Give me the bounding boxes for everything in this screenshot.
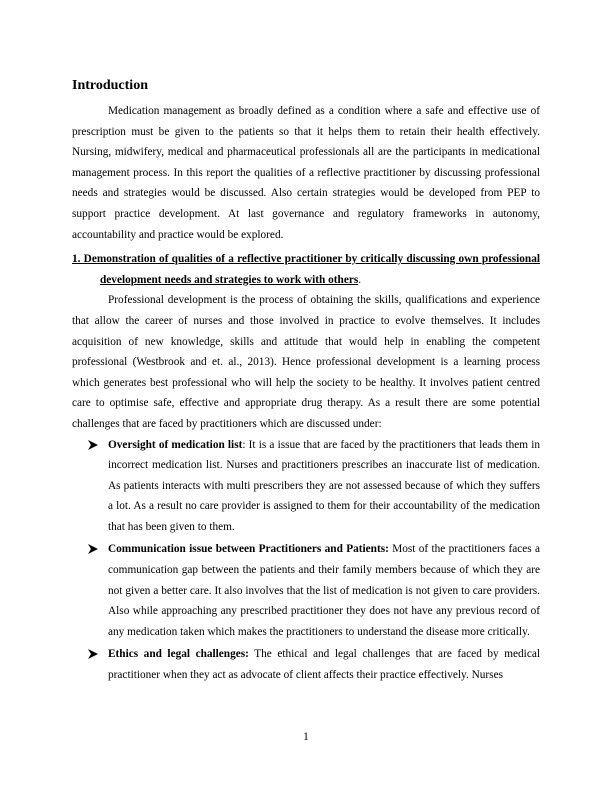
bullet-text: The ethical and legal challenges that are faced by medical practitioner when they act as advocate of client affects their practice effectively. Nurses	[108, 648, 540, 682]
bullet-text: Most of the practitioners faces a communication gap between the patients and their family members because of which they are not given a better care. It also involves that the list of medication is not given to care providers. Also while approaching any prescribed practitioner they does not have any previous record of any medication taken which makes the practitioners to understand the disease more critically.	[108, 543, 540, 638]
arrowhead-bullet-icon	[88, 649, 98, 659]
bullet-text: : It is a issue that are faced by the practitioners that leads them in incorrect medication list. Nurses and practitioners prescribes an inaccurate list of medication. As patients interacts with multi prescribers they are not assessed because of which they suffers a lot. As a result no care provider is assigned to them for their accountability of the medication that has been given to them.	[108, 438, 540, 533]
list-item	[72, 435, 540, 538]
intro-paragraph: Medication management as broadly defined as a condition where a safe and effective use of prescription must be given to the patients so that it helps them to retain their health effectively. Nursing, midwifery, medical and pharmaceutical professionals all are the participants in medicational management process. In this report the qualities of a reflective practitioner by discussing professional needs and strategies would be discussed. Also certain strategies would be developed from PEP to support practice development. At last governance and regulatory frameworks in autonomy, accountability and practice would be explored.	[72, 105, 540, 241]
section-1-heading-text: 1. Demonstration of qualities of a reflective practitioner by critically discussing own professional development needs and strategies to work with others	[72, 253, 540, 286]
list-item	[72, 644, 540, 685]
bullet-term: Ethics and legal challenges:	[108, 648, 249, 661]
page-number: 1	[303, 731, 309, 743]
page-content	[72, 77, 540, 688]
arrowhead-bullet-icon	[88, 440, 98, 450]
bullet-term: Oversight of medication list	[108, 438, 243, 451]
section-1-paragraph: Professional development is the process of obtaining the skills, qualifications and experience that allow the career of nurses and those involved in practice to evolve themselves. It includes acquisition of new knowledge, skills and attitude that would help in enabling the competent professional (Westbrook and et. al., 2013). Hence professional development is a learning process which generates best professional who will help the society to be healthy. It involves patient centred care to optimise safe, effective and appropriate drug therapy. As a result there are some potential challenges that are faced by practitioners which are discussed under:	[72, 294, 540, 430]
arrowhead-bullet-icon	[88, 544, 98, 554]
bullet-term: Communication issue between Practitioners and Patients:	[108, 543, 389, 556]
intro-heading: Introduction	[72, 78, 148, 93]
list-item	[72, 539, 540, 642]
section-1-heading-period: .	[358, 273, 362, 286]
section-1-heading	[72, 249, 540, 290]
challenges-list	[72, 435, 540, 686]
